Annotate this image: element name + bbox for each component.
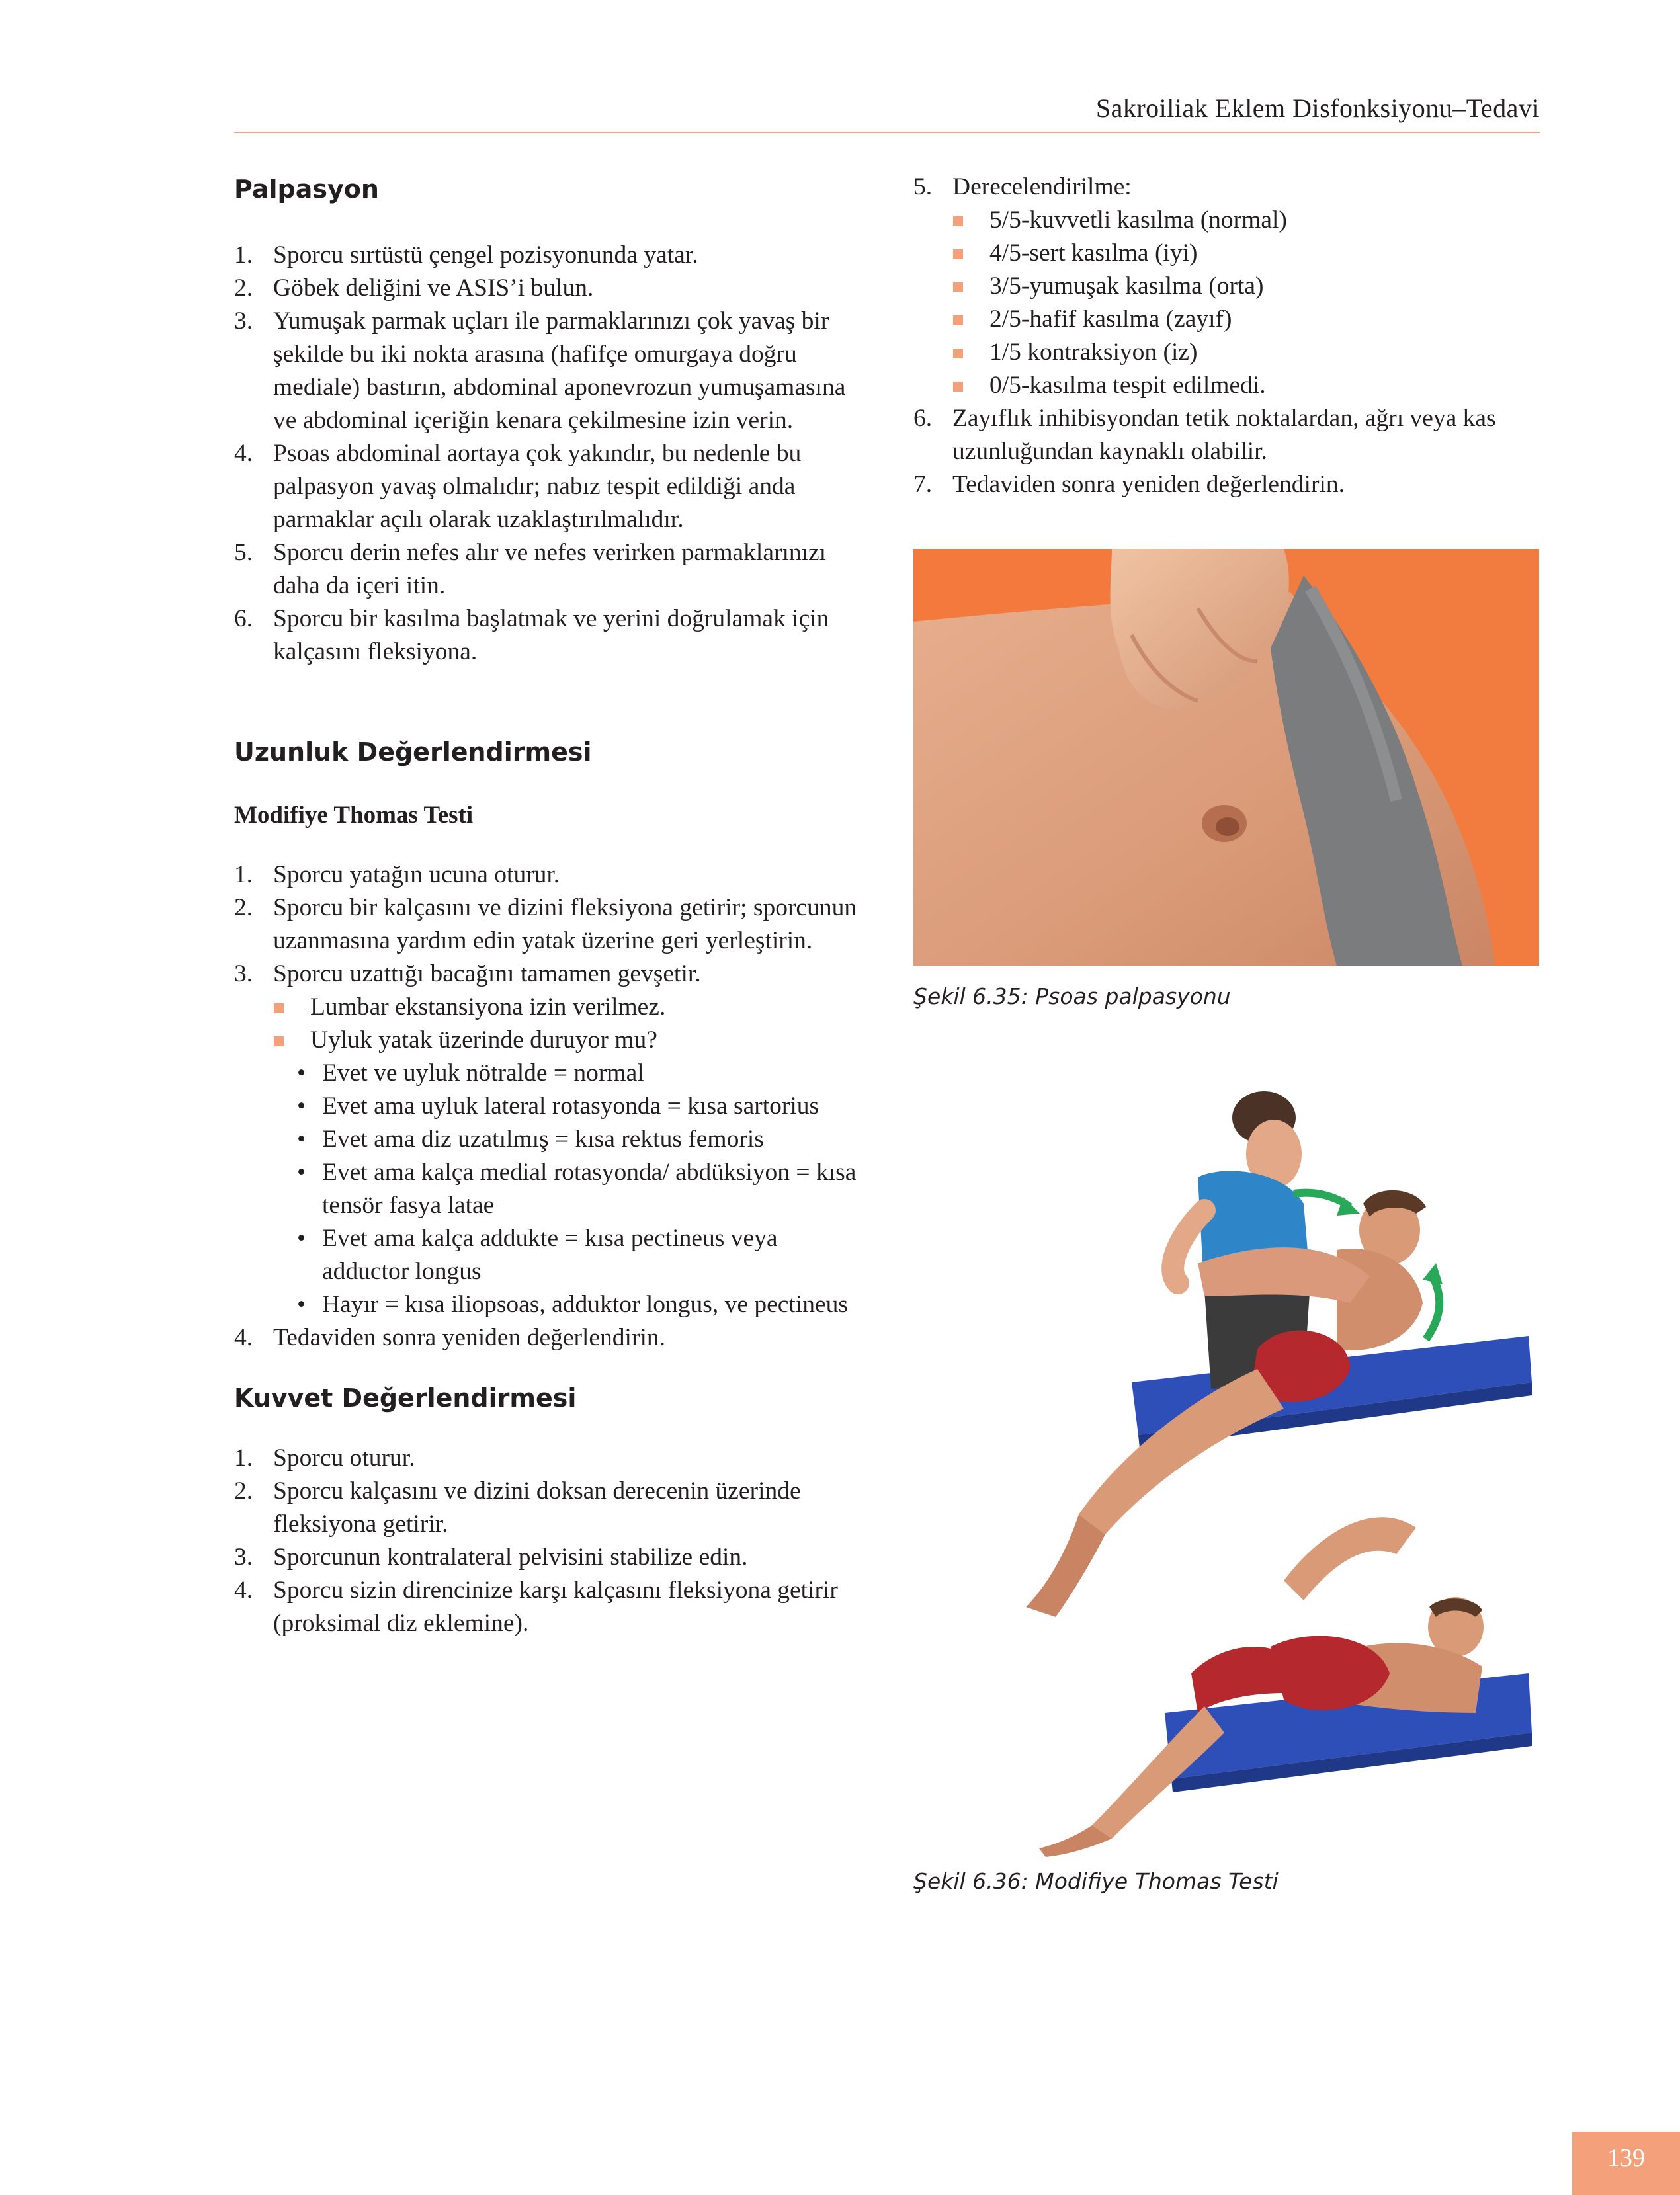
page-number: 139 xyxy=(1607,2144,1645,2172)
list-item: 3/5-yumuşak kasılma (orta) xyxy=(950,270,1545,303)
length-heading: Uzunluk Değerlendirmesi xyxy=(234,737,592,766)
step-text: Derecelendirilme: xyxy=(952,173,1132,200)
strength-heading: Kuvvet Değerlendirmesi xyxy=(234,1384,577,1413)
step-number: 7. xyxy=(913,471,933,498)
step-text: Sporcu sizin direncinize karşı kalçasını fleksiyona getirir (proksimal diz eklemine). xyxy=(273,1577,838,1637)
step-text: Psoas abdominal aortaya çok yakındır, bu nedenle bu palpasyon yavaş olmalıdır; nabız tespit edildiği anda parmaklar açılı olarak uzaklaştırılmalıdır. xyxy=(273,440,802,533)
step-number: 4. xyxy=(234,1324,253,1351)
step-number: 1. xyxy=(234,861,253,888)
step3-sublist xyxy=(271,991,869,1321)
list-item xyxy=(234,536,869,602)
step-text: Göbek deliğini ve ASIS’i bulun. xyxy=(273,274,594,302)
step-number: 3. xyxy=(234,308,253,335)
list-item xyxy=(913,402,1545,468)
thomas-steps xyxy=(234,858,869,1354)
list-item xyxy=(234,858,869,891)
step-text: Sporcu yatağın ucuna oturur. xyxy=(273,861,560,888)
list-item xyxy=(234,1574,869,1640)
bullet-text: Uyluk yatak üzerinde duruyor mu? xyxy=(310,1026,657,1054)
step-text: Sporcu kalçasını ve dizini doksan derecenin üzerinde fleksiyona getirir. xyxy=(273,1477,801,1538)
palpation-heading: Palpasyon xyxy=(234,175,379,204)
list-item xyxy=(234,272,869,305)
step-number: 4. xyxy=(234,1577,253,1604)
step-number: 5. xyxy=(913,173,933,200)
step-number: 4. xyxy=(234,440,253,467)
list-item: 2/5-hafif kasılma (zayıf) xyxy=(950,303,1545,336)
list-item xyxy=(271,1024,869,1321)
list-item xyxy=(234,891,869,958)
list-item xyxy=(234,1321,869,1354)
grading-steps xyxy=(913,171,1545,501)
grade-list xyxy=(950,204,1545,402)
header-rule xyxy=(234,132,1540,133)
palpation-steps xyxy=(234,239,869,669)
list-item: 0/5-kasılma tespit edilmedi. xyxy=(950,369,1545,402)
list-item: • Evet ama diz uzatılmış = kısa rektus femoris xyxy=(297,1123,869,1156)
step-text: Zayıflık inhibisyondan tetik noktalardan, ağrı veya kas uzunluğundan kaynaklı olabilir. xyxy=(952,405,1496,465)
step-text: Sporcu bir kalçasını ve dizini fleksiyona getirir; sporcunun uzanmasına yardım edin yatak üzerine geri yerleştirin. xyxy=(273,894,857,954)
step-number: 2. xyxy=(234,274,253,302)
running-header: Sakroiliak Eklem Disfonksiyonu–Tedavi xyxy=(1095,93,1540,123)
list-item: 4/5-sert kasılma (iyi) xyxy=(950,237,1545,270)
step-text: Sporcunun kontralateral pelvisini stabilize edin. xyxy=(273,1544,748,1571)
step-text: Tedaviden sonra yeniden değerlendirin. xyxy=(952,471,1345,498)
strength-steps xyxy=(234,1442,869,1640)
thomas-test-illustration xyxy=(913,1078,1539,1858)
step-number: 5. xyxy=(234,539,253,566)
step-number: 2. xyxy=(234,1477,253,1505)
list-item: 5/5-kuvvetli kasılma (normal) xyxy=(950,204,1545,237)
step-text: Sporcu uzattığı bacağını tamamen gevşetir. xyxy=(273,960,701,987)
step-text: Sporcu sırtüstü çengel pozisyonunda yatar. xyxy=(273,241,698,269)
step-number: 3. xyxy=(234,960,253,987)
figure-6-35-caption: Şekil 6.35: Psoas palpasyonu xyxy=(913,983,1231,1009)
list-item xyxy=(271,991,869,1024)
step-text: Tedaviden sonra yeniden değerlendirin. xyxy=(273,1324,665,1351)
step-number: 1. xyxy=(234,1444,253,1471)
step-text: Sporcu oturur. xyxy=(273,1444,415,1471)
step-number: 1. xyxy=(234,241,253,269)
list-item: 1/5 kontraksiyon (iz) xyxy=(950,336,1545,369)
figure-6-36-caption: Şekil 6.36: Modifiye Thomas Testi xyxy=(913,1868,1279,1894)
list-item xyxy=(234,305,869,437)
list-item xyxy=(234,958,869,1321)
left-column xyxy=(234,171,869,1640)
step-number: 2. xyxy=(234,894,253,921)
step-number: 3. xyxy=(234,1544,253,1571)
list-item xyxy=(234,1442,869,1475)
list-item: • Evet ama uyluk lateral rotasyonda = kısa sartorius xyxy=(297,1090,869,1123)
list-item: • Hayır = kısa iliopsoas, adduktor longus, ve pectineus xyxy=(297,1288,869,1321)
list-item xyxy=(234,602,869,669)
list-item xyxy=(913,468,1545,501)
step-number: 6. xyxy=(234,605,253,632)
list-item: • Evet ve uyluk nötralde = normal xyxy=(297,1057,869,1090)
psoas-palpation-photo xyxy=(913,549,1539,966)
thomas-test-subheading: Modifiye Thomas Testi xyxy=(234,802,474,829)
list-item xyxy=(913,171,1545,402)
list-item xyxy=(234,437,869,536)
step-text: Sporcu bir kasılma başlatmak ve yerini doğrulamak için kalçasını fleksiyona. xyxy=(273,605,829,665)
step-number: 6. xyxy=(913,405,933,432)
list-item: • Evet ama kalça addukte = kısa pectineus veya adductor longus xyxy=(297,1222,869,1288)
list-item: • Evet ama kalça medial rotasyonda/ abdüksiyon = kısa tensör fasya latae xyxy=(297,1156,869,1222)
list-item xyxy=(234,1475,869,1541)
thigh-outcomes xyxy=(297,1057,869,1321)
step-text: Sporcu derin nefes alır ve nefes verirken parmaklarınızı daha da içeri itin. xyxy=(273,539,827,599)
page-number-box xyxy=(1572,2132,1680,2195)
step-text: Yumuşak parmak uçları ile parmaklarınızı çok yavaş bir şekilde bu iki nokta arasına (hafifçe omurgaya doğru mediale) bastırın, abdominal aponevrozun yumuşamasına ve abdominal içeriğin kenara çekilmesine izin verin. xyxy=(273,308,846,434)
bullet-text: Lumbar ekstansiyona izin verilmez. xyxy=(310,993,666,1020)
list-item xyxy=(234,1541,869,1574)
list-item xyxy=(234,239,869,272)
right-column xyxy=(913,171,1545,501)
